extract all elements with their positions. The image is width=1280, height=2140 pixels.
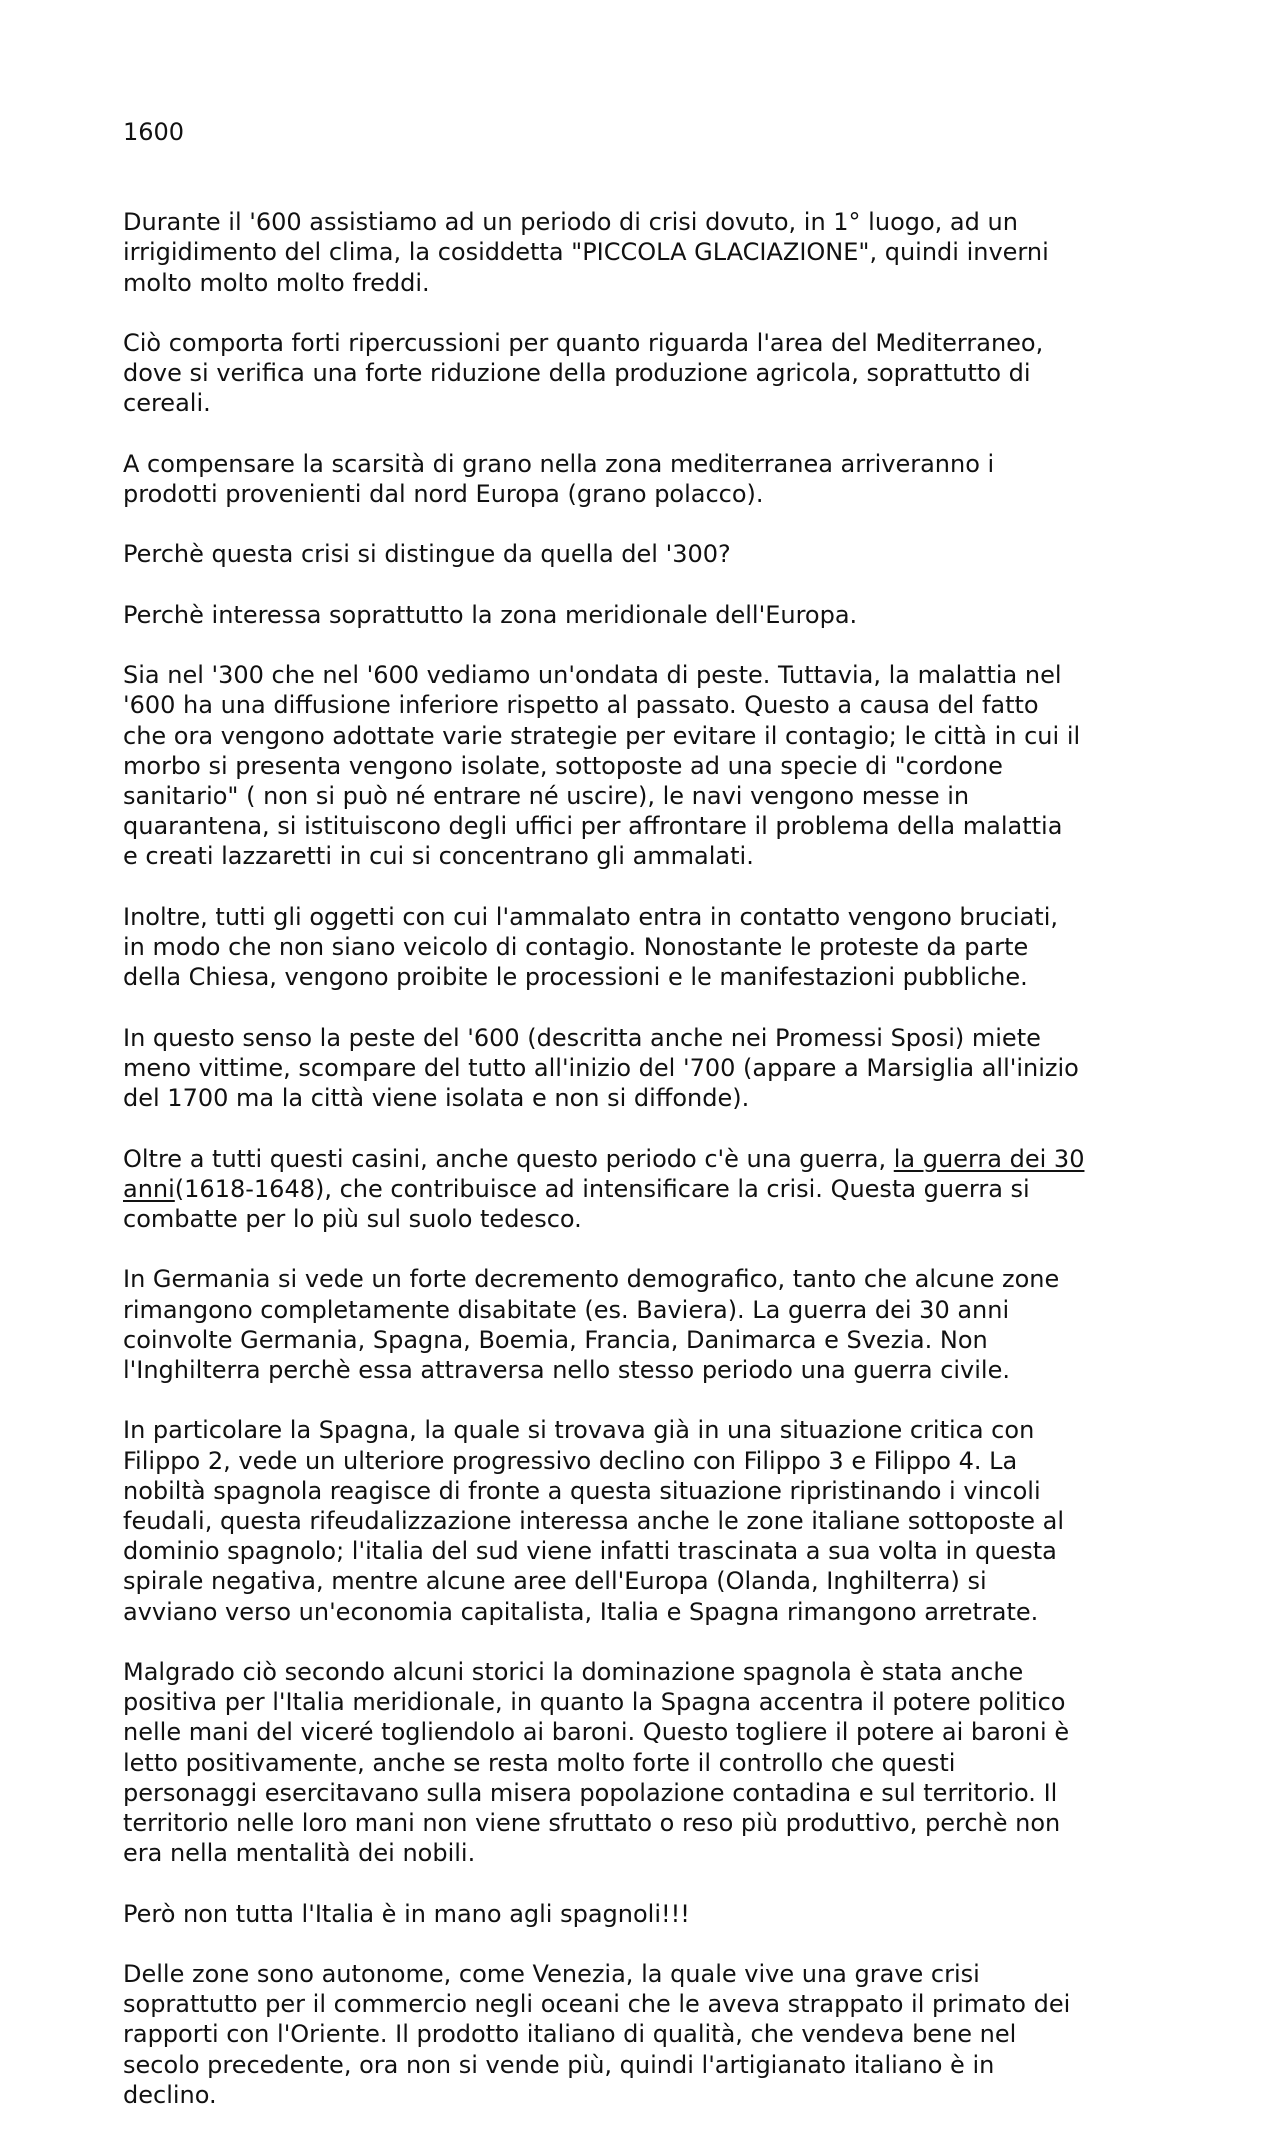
document-title: 1600 — [123, 118, 185, 146]
paragraph-answer: Perchè interessa soprattutto la zona meridionale dell'Europa. — [123, 600, 858, 629]
paragraph-not-all-italy: Però non tutta l'Italia è in mano agli spagnoli!!! — [123, 1899, 690, 1928]
paragraph-plague: Sia nel '300 che nel '600 vediamo un'ondata di peste. Tuttavia, la malattia nel '600 ha una diffusione inferiore rispetto al passato. Questo a causa del fatto che ora vengono adottate varie strategie per evitare il contagio; le città in cui il morbo si presenta vengono isolate, sottoposte ad una specie di "cordone sanitario" ( non si può né entrare né uscire), le navi vengono messe in quarantena, si istituiscono degli uffici per affrontare il problema della malattia e creati lazzaretti in cui si concentrano gli ammalati. — [123, 661, 1081, 871]
paragraph-venice: Delle zone sono autonome, come Venezia, la quale vive una grave crisi soprattutto per il commercio negli oceani che le aveva strappato il primato dei rapporti con l'Oriente. Il prodotto italiano di qualità, che vendeva bene nel secolo precedente, ora non si vende più, quindi l'artigianato italiano è in declino. — [123, 1959, 1071, 2109]
paragraph-question: Perchè questa crisi si distingue da quella del '300? — [123, 540, 731, 569]
paragraph-spanish-rule: Malgrado ciò secondo alcuni storici la dominazione spagnola è stata anche positiva per l'Italia meridionale, in quanto la Spagna accentra il potere politico nelle mani del viceré togliendolo ai baroni. Questo togliere il potere ai baroni è letto positivamente, anche se resta molto forte il controllo che questi personaggi esercitavano sulla misera popolazione contadina e sul territorio. Il territorio nelle loro mani non viene sfruttato o reso più produttivo, perchè non era nella mentalità dei nobili. — [123, 1657, 1070, 1868]
paragraph-germany: In Germania si vede un forte decremento demografico, tanto che alcune zone rimangono completamente disabitate (es. Baviera). La guerra dei 30 anni coinvolte Germania, Spagna, Boemia, Francia, Danimarca e Svezia. Non l'Inghilterra perchè essa attraversa nello stesso periodo una guerra civile. — [123, 1265, 1060, 1384]
war-underlined-text: la guerra dei 30 anni — [123, 1144, 1085, 1203]
paragraph-promessi-sposi: In questo senso la peste del '600 (descritta anche nei Promessi Sposi) miete meno vittime, scompare del tutto all'inizio del '700 (appare a Marsiglia all'inizio del 1700 ma la città viene isolata e non si diffonde). — [123, 1023, 1079, 1113]
document-body — [123, 177, 1183, 2140]
war-text-before: Oltre a tutti questi casini, anche questo periodo c'è una guerra, — [123, 1144, 894, 1173]
paragraph-thirty-years-war — [123, 1144, 1183, 1235]
paragraph-grain: A compensare la scarsità di grano nella zona mediterranea arriveranno i prodotti provenienti dal nord Europa (grano polacco). — [123, 449, 995, 509]
paragraph-contagion: Inoltre, tutti gli oggetti con cui l'ammalato entra in contatto vengono bruciati, in modo che non siano veicolo di contagio. Nonostante le proteste da parte della Chiesa, vengono proibite le processioni e le manifestazioni pubbliche. — [123, 902, 1058, 992]
paragraph-spain: In particolare la Spagna, la quale si trovava già in una situazione critica con Filippo 2, vede un ulteriore progressivo declino con Filippo 3 e Filippo 4. La nobiltà spagnola reagisce di fronte a questa situazione ripristinando i vincoli feudali, questa rifeudalizzazione interessa anche le zone italiane sottoposte al dominio spagnolo; l'italia del sud viene infatti trascinata a sua volta in questa spirale negativa, mentre alcune aree dell'Europa (Olanda, Inghilterra) si avviano verso un'economia capitalista, Italia e Spagna rimangono arretrate. — [123, 1416, 1065, 1626]
paragraph-mediterranean: Ciò comporta forti ripercussioni per quanto riguarda l'area del Mediterraneo, dove si verifica una forte riduzione della produzione agricola, soprattutto di cereali. — [123, 329, 1044, 418]
document-page — [123, 117, 1183, 2140]
war-text-after: (1618-1648), che contribuisce ad intensificare la crisi. Questa guerra si combatte per lo più sul suolo tedesco. — [123, 1174, 1030, 1233]
paragraph-climate: Durante il '600 assistiamo ad un periodo di crisi dovuto, in 1° luogo, ad un irrigidimento del clima, la cosiddetta "PICCOLA GLACIAZIONE", quindi inverni molto molto molto freddi. — [123, 208, 1049, 297]
